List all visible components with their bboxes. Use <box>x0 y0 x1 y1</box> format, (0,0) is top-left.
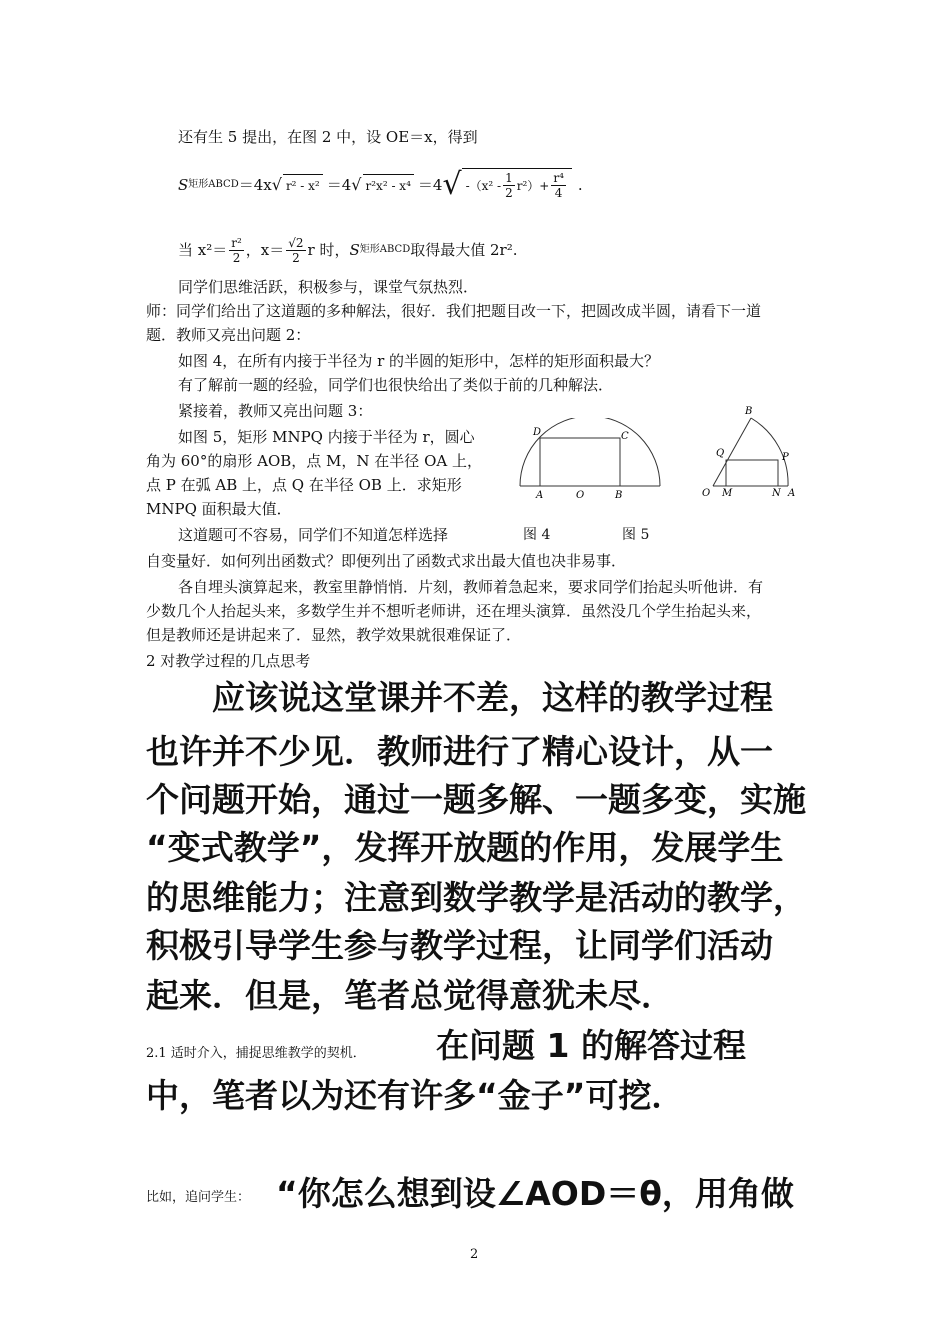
fig5-label-o: O <box>702 488 711 499</box>
big-line-2: 也许并不少见．教师进行了精心设计，从一 <box>146 732 773 771</box>
fig5-label-p: P <box>782 452 789 463</box>
formula-eq3: ＝4 <box>417 176 443 194</box>
para-line-1: 还有生 5 提出，在图 2 中，设 OE＝x，得到 <box>178 128 478 146</box>
para-line-6: 题．教师又亮出问题 2： <box>146 326 311 344</box>
para-line-9: 紧接着，教师又亮出问题 3： <box>178 402 373 420</box>
fig5-label-q: Q <box>716 448 725 459</box>
para-line-13: MNPQ 面积最大值． <box>146 500 292 518</box>
fig4-label-d: D <box>533 427 542 438</box>
subsection-2-1-label: 2.1 适时介入，捕捉思维教学的契机． <box>146 1046 366 1061</box>
frac-den: 2 <box>292 250 300 265</box>
l3-part-a: 当 x²＝ <box>178 241 228 259</box>
sqrt-icon: √ <box>271 175 282 194</box>
last-line-label: 比如，追问学生： <box>146 1190 251 1205</box>
big-line-7: 起来．但是，笔者总觉得意犹未尽． <box>146 976 674 1015</box>
figure-5-caption: 图 5 <box>622 527 650 543</box>
big-line-6: 积极引导学生参与教学过程，让同学们活动 <box>146 926 773 965</box>
figure-4-caption: 图 4 <box>523 527 551 543</box>
fig4-label-b: B <box>615 490 623 501</box>
formula-sqrt2: r²x² - x⁴ <box>363 174 414 197</box>
area-formula <box>178 160 583 210</box>
fig4-label-c: C <box>621 431 629 442</box>
big-line-4: “变式教学”，发挥开放题的作用，发展学生 <box>146 828 784 867</box>
last-line-big: “你怎么想到设∠AOD＝θ，用角做 <box>276 1174 794 1213</box>
l3-part-b: ，x＝ <box>245 241 285 259</box>
big-line-1: 应该说这堂课并不差，这样的教学过程 <box>212 678 773 717</box>
formula-half <box>503 171 515 200</box>
frac-num: √2 <box>288 235 304 250</box>
formula-end: . <box>577 176 583 194</box>
sqrt-icon: √ <box>351 175 362 194</box>
para-line-16: 各自埋头演算起来，教室里静悄悄．片刻，教师着急起来，要求同学们抬起头听他讲．有 <box>178 578 764 596</box>
max-condition-line <box>178 226 517 274</box>
fig4-label-a: A <box>536 490 544 501</box>
para-line-14: 这道题可不容易，同学们不知道怎样选择 <box>178 526 449 544</box>
frac-den: 2 <box>505 186 513 200</box>
l3-s: S <box>349 241 360 259</box>
formula-eq2: ＝4 <box>326 176 352 194</box>
fig4-label-o: O <box>576 490 585 501</box>
section-heading-2: 2 对教学过程的几点思考 <box>146 652 311 670</box>
big-line-8: 中，笔者以为还有许多“金子”可挖． <box>146 1076 685 1115</box>
fig5-label-a: A <box>788 488 796 499</box>
para-line-5: 师：同学们给出了这道题的多种解法，很好．我们把题目改一下，把圆改成半圆，请看下一道 <box>146 302 762 320</box>
frac-num: r⁴ <box>553 171 564 185</box>
page-number: 2 <box>470 1247 479 1262</box>
formula-subscript: 矩形ABCD <box>188 179 239 190</box>
formula-eq1: ＝4x <box>238 176 272 194</box>
para-line-7: 如图 4，在所有内接于半径为 r 的半圆的矩形中，怎样的矩形面积最大？ <box>178 352 660 370</box>
formula-sqrt3b: r²）+ <box>516 178 550 193</box>
para-line-10: 如图 5，矩形 MNPQ 内接于半径为 r，圆心 <box>178 428 475 446</box>
para-line-18: 但是教师还是讲起来了．显然，教学效果就很难保证了． <box>146 626 522 644</box>
para-line-8: 有了解前一题的经验，同学们也很快给出了类似于前的几种解法． <box>178 376 614 394</box>
sqrt-icon: √ <box>442 167 462 202</box>
l3-frac1 <box>229 236 244 265</box>
para-line-15: 自变量好．如何列出函数式？即便列出了函数式求出最大值也决非易事． <box>146 552 627 570</box>
formula-radicand <box>462 168 572 202</box>
fig5-label-m: M <box>722 488 733 499</box>
fig5-label-b: B <box>745 406 753 417</box>
l3-part-d: 取得最大值 2r². <box>410 241 518 259</box>
para-line-4: 同学们思维活跃，积极参与，课堂气氛热烈． <box>178 278 479 296</box>
frac-den: 2 <box>232 250 241 265</box>
para-line-17: 少数几个人抬起头来，多数学生并不想听老师讲，还在埋头演算．虽然没几个学生抬起头来， <box>146 602 762 620</box>
figure-4-semicircle <box>515 418 665 504</box>
formula-s: S <box>178 176 189 194</box>
formula-sqrt1: r² - x² <box>283 174 323 197</box>
l3-part-c: r 时， <box>307 241 350 259</box>
frac-den: 4 <box>554 186 563 200</box>
para-line-11: 角为 60°的扇形 AOB，点 M，N 在半径 OA 上， <box>146 452 482 470</box>
big-line-3: 个问题开始，通过一题多解、一题多变，实施 <box>146 780 806 819</box>
formula-r4-over-4 <box>551 171 566 200</box>
big-line-5: 的思维能力；注意到数学教学是活动的教学， <box>146 878 806 917</box>
fig5-label-n: N <box>772 488 781 499</box>
frac-num: r² <box>231 235 242 250</box>
formula-sqrt3a: -（x² - <box>465 178 502 193</box>
figure-5-sector <box>698 402 803 504</box>
l3-frac2 <box>286 236 305 265</box>
subsection-2-1-big: 在问题 1 的解答过程 <box>436 1026 746 1065</box>
para-line-12: 点 P 在弧 AB 上，点 Q 在半径 OB 上．求矩形 <box>146 476 462 494</box>
l3-subscript: 矩形ABCD <box>359 244 411 255</box>
frac-num: 1 <box>505 171 513 185</box>
